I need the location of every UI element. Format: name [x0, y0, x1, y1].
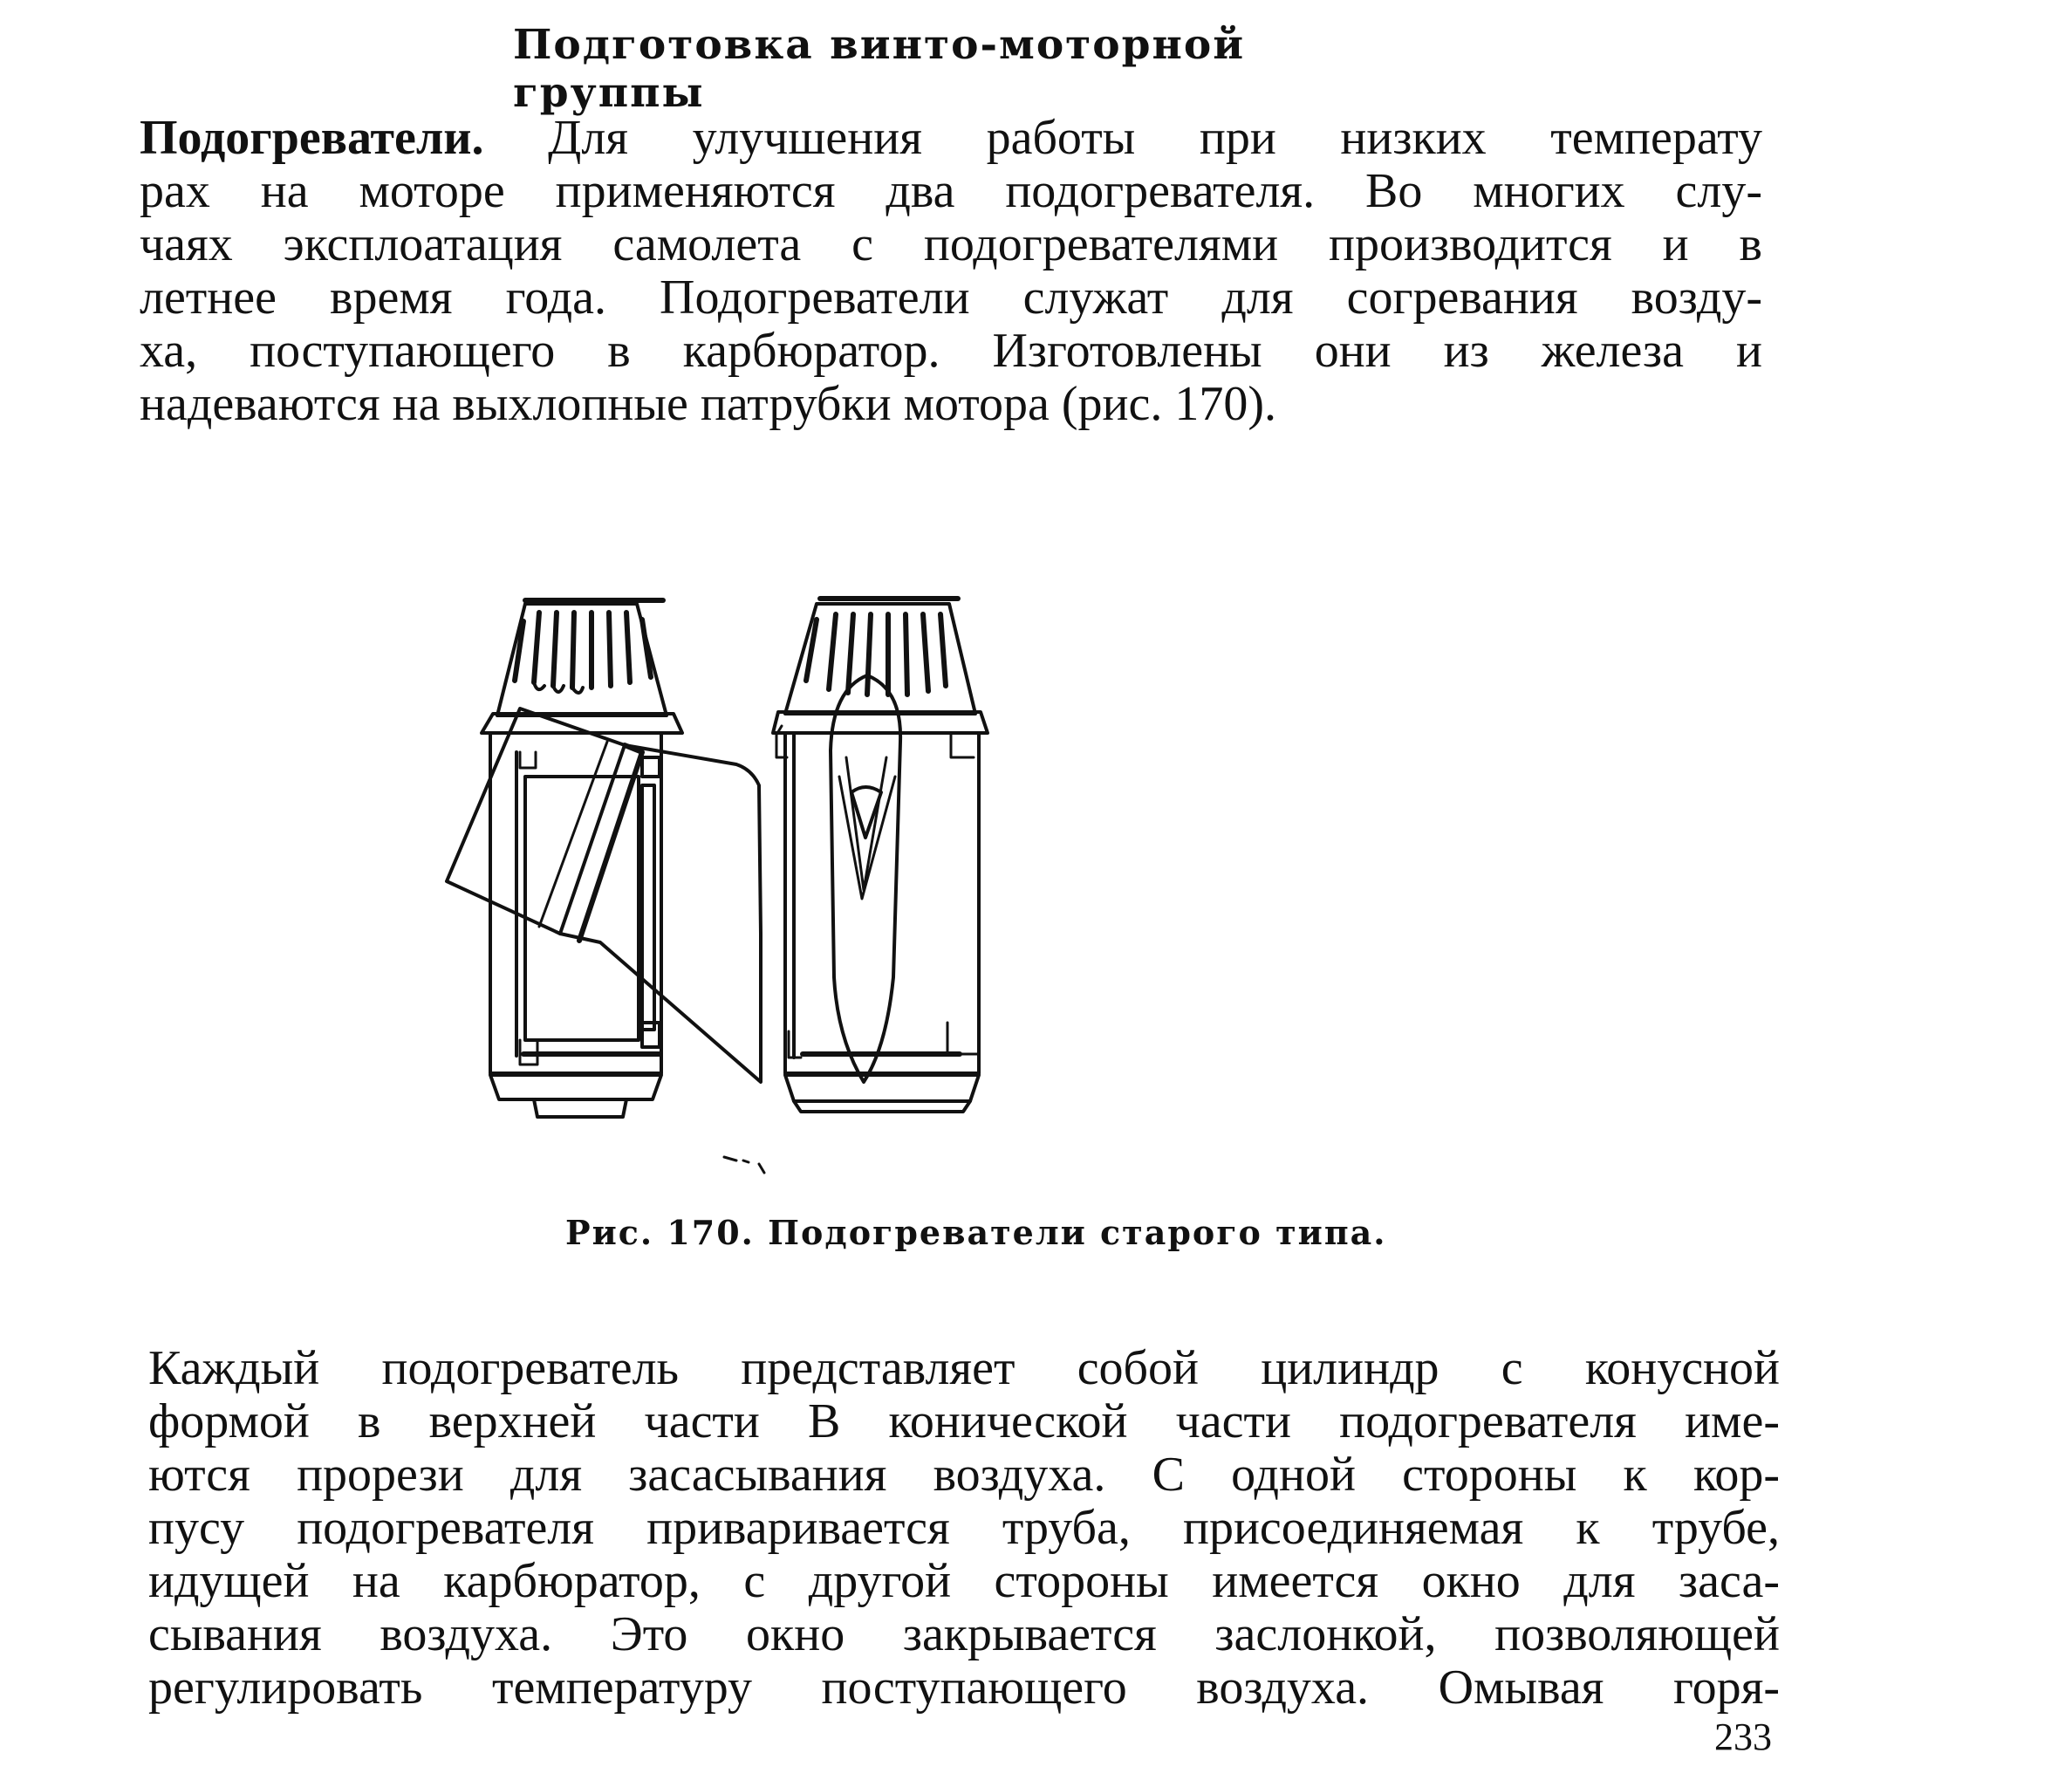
heaters-illustration — [436, 524, 1483, 1187]
paragraph-line: формой в верхней части В конической части подогревателя име- — [148, 1394, 1780, 1448]
heater-right-drawing — [773, 599, 988, 1112]
page-number: 233 — [1714, 1715, 1772, 1758]
paragraph-line: ха, поступающего в карбюратор. Изготовлены они из железа и — [140, 324, 1762, 378]
paragraph-line: Каждый подогреватель представляет собой цилиндр с конусной — [148, 1341, 1780, 1395]
figure-caption: Рис. 170. Подогреватели старого типа. — [565, 1213, 1387, 1252]
paragraph-line: идущей на карбюратор, с другой стороны имеется окно для заса- — [148, 1554, 1780, 1608]
paragraph-line: чаях эксплоатация самолета с подогревателями производится и в — [140, 217, 1762, 271]
paragraph-line: летнее время года. Подогреватели служат для согревания возду- — [140, 270, 1762, 325]
run-in-heading: Подогреватели. — [140, 111, 484, 165]
paragraph-line: рах на моторе применяются два подогревателя. Во многих слу- — [140, 164, 1762, 218]
paragraph-line: ются прорези для засасывания воздуха. С одной стороны к кор- — [148, 1448, 1780, 1502]
paragraph-line: регулировать температуру поступающего воздуха. Омывая горя- — [148, 1660, 1780, 1715]
paragraph-line: Подогреватели. Для улучшения работы при низких температу — [140, 111, 1762, 165]
paragraph-line: надеваются на выхлопные патрубки мотора (рис. 170). — [140, 377, 1276, 431]
paragraph-heater-description — [148, 1342, 1780, 1715]
paragraph-line: пусу подогревателя приваривается труба, присоединяемая к трубе, — [148, 1501, 1780, 1555]
paragraph-heaters-intro — [140, 112, 1762, 431]
section-title: Подготовка винто-моторной группы — [513, 21, 1246, 117]
heater-left-drawing — [447, 600, 761, 1117]
paragraph-line: сывания воздуха. Это окно закрывается заслонкой, позволяющей — [148, 1607, 1780, 1661]
